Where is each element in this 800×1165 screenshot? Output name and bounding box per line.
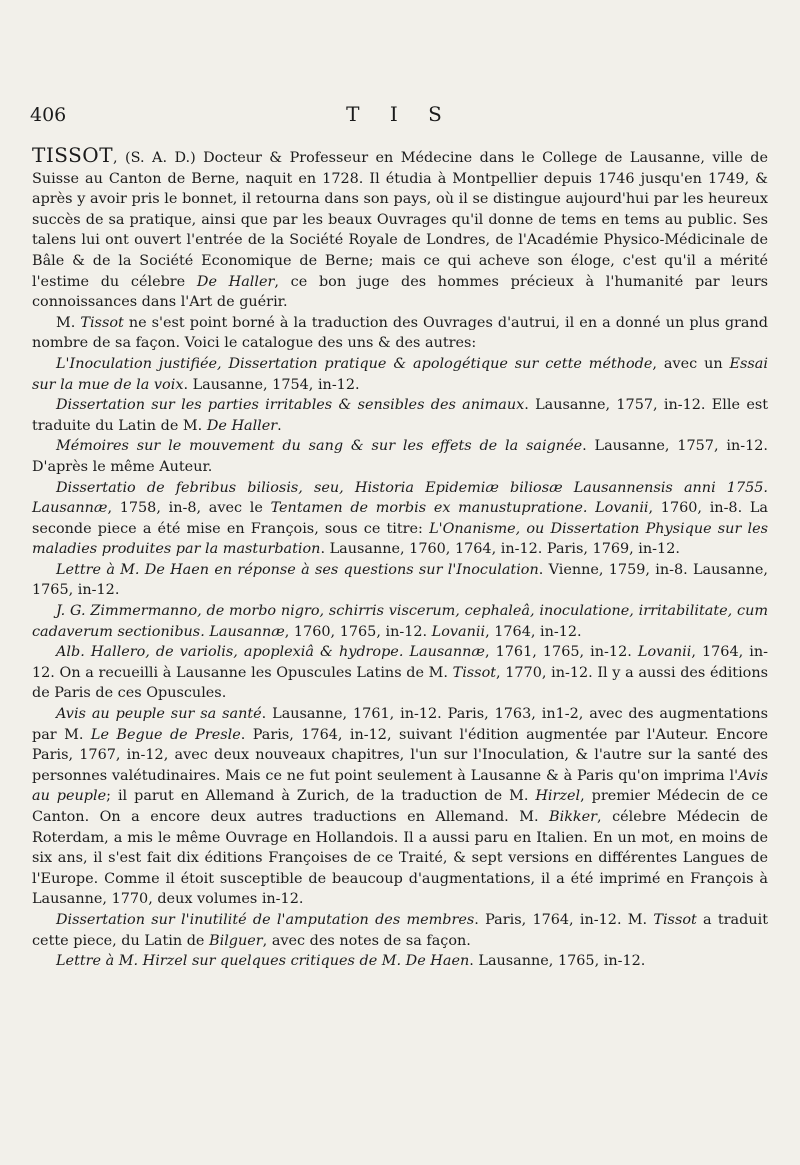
work-entry: Dissertation sur l'inutilité de l'amputation des membres. Paris, 1764, in-12. M. Tissot a traduit cette piece, du Latin de Bilguer, avec des notes de sa façon.: [32, 911, 768, 949]
work-entry: Mémoires sur le mouvement du sang & sur les effets de la saignée. Lausanne, 1757, in-12. D'après le même Auteur.: [32, 438, 768, 475]
work-entry: Alb. Hallero, de variolis, apoplexiâ & hydrope. Lausannæ, 1761, 1765, in-12. Lovanii, 1764, in-12. On a recueilli à Lausanne les Opuscules Latins de M. Tissot, 1770, in-12. Il y a aussi des éditions de Paris de ces Opuscules.: [32, 644, 769, 702]
page-number: 406: [30, 104, 67, 126]
paragraph-catalogue-intro: M. Tissot ne s'est point borné à la traduction des Ouvrages d'autrui, il en a donné un plus grand nombre de sa façon. Voici le catalogue des uns & des autres:: [32, 314, 768, 352]
work-entry: Dissertation sur les parties irritables & sensibles des animaux. Lausanne, 1757, in-12. Elle est traduite du Latin de M. De Haller.: [32, 397, 768, 434]
running-head: [0, 100, 800, 130]
work-entry: Dissertatio de febribus biliosis, seu, Historia Epidemiæ biliosæ Lausannensis anni 1755. Lausannæ, 1758, in-8, avec le Tentamen de morbis ex manustupratione. Lovanii, 1760, in-8. La seconde piece a été mise en François, sous ce titre: L'Onanisme, ou Dissertation Physique sur les maladies produites par la masturbation. Lausanne, 1760, 1764, in-12. Paris, 1769, in-12.: [32, 479, 768, 558]
work-entry: Lettre à M. Hirzel sur quelques critiques de M. De Haen. Lausanne, 1765, in-12.: [56, 953, 646, 970]
entry-body: [32, 145, 768, 972]
running-title: T I S: [346, 102, 454, 126]
work-entry: Avis au peuple sur sa santé. Lausanne, 1761, in-12. Paris, 1763, in1-2, avec des augmentations par M. Le Begue de Presle. Paris, 1764, in-12, suivant l'édition augmentée par l'Auteur. Encore Paris, 1767, in-12, avec deux nouveaux chapitres, l'un sur l'Inoculation, & l'autre sur la santé des personnes valétudinaires. Mais ce ne fut point seulement à Lausanne & à Paris qu'on imprima l'Avis au peuple; il parut en Allemand à Zurich, de la traduction de M. Hirzel, premier Médecin de ce Canton. On a encore deux autres traductions en Allemand. M. Bikker, célebre Médecin de Roterdam, a mis le même Ouvrage en Hollandois. Il a aussi paru en Italien. En un mot, en moins de six ans, il s'est fait dix éditions Françoises de ce Traité, & sept versions en différentes Langues de l'Europe. Comme il étoit susceptible de beaucoup d'augmentations, il a été imprimé en François à Lausanne, 1770, deux volumes in-12.: [32, 706, 768, 908]
headword: TISSOT: [32, 143, 114, 167]
work-entry: Lettre à M. De Haen en réponse à ses questions sur l'Inoculation. Vienne, 1759, in-8. Lausanne, 1765, in-12.: [32, 561, 768, 599]
work-entry: J. G. Zimmermanno, de morbo nigro, schirris viscerum, cephaleâ, inoculatione, irritabilitate, cum cadaverum sectionibus. Lausannæ, 1760, 1765, in-12. Lovanii, 1764, in-12.: [32, 603, 768, 640]
work-entry: L'Inoculation justifiée, Dissertation pratique & apologétique sur cette méthode, avec un Essai sur la mue de la voix. Lausanne, 1754, in-12.: [32, 355, 768, 393]
paragraph-intro: TISSOT, (S. A. D.) Docteur & Professeur en Médecine dans le College de Lausanne, ville de Suisse au Canton de Berne, naquit en 1728. Il étudia à Montpellier depuis 1746 jusqu'en 1749, & après y avoir pris le bonnet, il retourna dans son pays, où il se distingue aujourd'hui par les heureux succès de sa pratique, ainsi que par les beaux Ouvrages qu'il donne de tems en tems au public. Ses talens lui ont ouvert l'entrée de la Société Royale de Londres, de l'Académie Physico-Médicinale de Bâle & de la Société Economique de Berne; mais ce qui acheve son éloge, c'est qu'il a mérité l'estime du célebre De Haller, ce bon juge des hommes précieux à l'humanité par leurs connoissances dans l'Art de guérir.: [32, 143, 769, 311]
